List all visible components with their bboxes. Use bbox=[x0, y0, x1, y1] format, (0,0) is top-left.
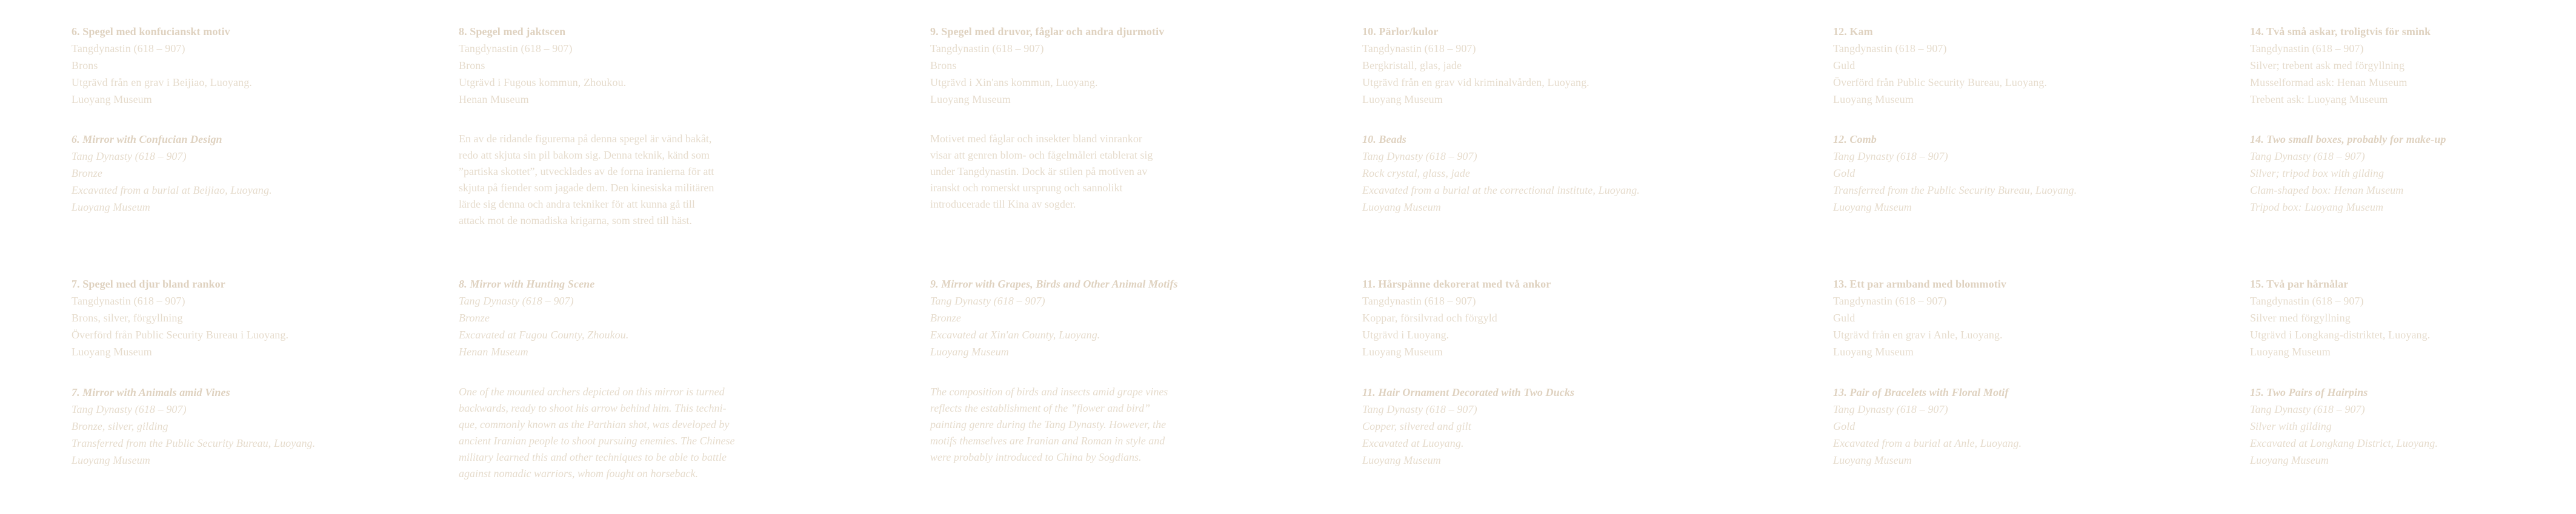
entry-dynasty: Tangdynastin (618 – 907) bbox=[1833, 295, 1947, 307]
entry-museum: Luoyang Museum bbox=[1362, 454, 1441, 466]
entry-title: 13. Ett par armband med blommotiv bbox=[1833, 278, 2006, 290]
entry-11-swedish bbox=[1362, 275, 1551, 360]
entry-material: Bronze bbox=[72, 167, 102, 179]
entry-9-english bbox=[930, 275, 1178, 360]
entry-provenance: Transferred from the Public Security Bureau, Luoyang. bbox=[72, 437, 316, 449]
entry-9-swedish-description: Motivet med fåglar och insekter bland vinrankor visar att genren blom- och fågelmåleri etablerat sig under Tangdynastin. Dock är stilen på motiven av iranskt och romerskt ursprung och sannolikt introducerade till Kina av sogder. bbox=[930, 133, 1153, 210]
entry-title: 8. Mirror with Hunting Scene bbox=[459, 278, 595, 290]
entry-material: Koppar, försilvrad och förgyld bbox=[1362, 312, 1497, 324]
entry-material: Silver med förgyllning bbox=[2250, 312, 2351, 324]
entry-dynasty: Tangdynastin (618 – 907) bbox=[930, 42, 1044, 54]
entry-title: 14. Two small boxes, probably for make-up bbox=[2250, 133, 2446, 145]
entry-museum: Luoyang Museum bbox=[930, 93, 1011, 105]
entry-provenance: Utgrävd i Xin'ans kommun, Luoyang. bbox=[930, 76, 1098, 88]
entry-dynasty: Tang Dynasty (618 – 907) bbox=[459, 295, 574, 307]
entry-material: Guld bbox=[1833, 59, 1855, 71]
entry-10-english bbox=[1362, 131, 1640, 216]
entry-dynasty: Tangdynastin (618 – 907) bbox=[1362, 42, 1476, 54]
entry-material: Bronze bbox=[459, 312, 490, 324]
entry-15-swedish bbox=[2250, 275, 2430, 360]
entry-13-english bbox=[1833, 384, 2022, 469]
entry-provenance: Musselformad ask: Henan Museum bbox=[2250, 76, 2408, 88]
entry-dynasty: Tangdynastin (618 – 907) bbox=[2250, 295, 2364, 307]
entry-museum: Luoyang Museum bbox=[1833, 454, 1912, 466]
entry-material: Copper, silvered and gilt bbox=[1362, 420, 1471, 432]
entry-title: 6. Mirror with Confucian Design bbox=[72, 133, 222, 145]
entry-museum: Luoyang Museum bbox=[1362, 201, 1441, 213]
entry-museum: Luoyang Museum bbox=[2250, 346, 2331, 358]
entry-8-swedish bbox=[459, 23, 626, 108]
entry-dynasty: Tangdynastin (618 – 907) bbox=[72, 295, 185, 307]
entry-museum: Luoyang Museum bbox=[930, 346, 1009, 358]
entry-material: Bergkristall, glas, jade bbox=[1362, 59, 1462, 71]
entry-7-swedish bbox=[72, 275, 288, 360]
entry-14-english bbox=[2250, 131, 2446, 216]
entry-material: Brons bbox=[459, 59, 485, 71]
entry-title: 10. Beads bbox=[1362, 133, 1406, 145]
entry-10-swedish bbox=[1362, 23, 1589, 108]
entry-title: 9. Mirror with Grapes, Birds and Other Animal Motifs bbox=[930, 278, 1178, 290]
entry-provenance: Excavated at Fugou County, Zhoukou. bbox=[459, 329, 629, 341]
entry-provenance: Excavated from a burial at Beijiao, Luoyang. bbox=[72, 184, 272, 196]
entry-material: Silver; tripod box with gilding bbox=[2250, 167, 2385, 179]
entry-6-swedish bbox=[72, 23, 252, 108]
entry-museum: Luoyang Museum bbox=[72, 454, 150, 466]
entry-dynasty: Tangdynastin (618 – 907) bbox=[72, 42, 185, 54]
entry-provenance: Clam-shaped box: Henan Museum bbox=[2250, 184, 2404, 196]
entry-dynasty: Tang Dynasty (618 – 907) bbox=[930, 295, 1045, 307]
entry-title: 12. Comb bbox=[1833, 133, 1877, 145]
entry-material: Brons bbox=[72, 59, 98, 71]
entry-dynasty: Tang Dynasty (618 – 907) bbox=[72, 150, 187, 162]
entry-material: Silver; trebent ask med förgyllning bbox=[2250, 59, 2405, 71]
entry-dynasty: Tangdynastin (618 – 907) bbox=[2250, 42, 2364, 54]
entry-provenance: Excavated from a burial at Anle, Luoyang. bbox=[1833, 437, 2022, 449]
entry-provenance: Excavated from a burial at the correctional institute, Luoyang. bbox=[1362, 184, 1640, 196]
entry-title: 11. Hårspänne dekorerat med två ankor bbox=[1362, 278, 1551, 290]
entry-museum: Luoyang Museum bbox=[72, 93, 152, 105]
entry-museum: Luoyang Museum bbox=[1833, 346, 1914, 358]
entry-7-english bbox=[72, 384, 315, 469]
entry-title: 7. Spegel med djur bland rankor bbox=[72, 278, 225, 290]
entry-provenance: Utgrävd från en grav i Beijiao, Luoyang. bbox=[72, 76, 252, 88]
entry-museum: Luoyang Museum bbox=[1362, 346, 1443, 358]
entry-provenance: Överförd från Public Security Bureau i Luoyang. bbox=[72, 329, 289, 341]
entry-museum: Henan Museum bbox=[459, 346, 528, 358]
entry-dynasty: Tang Dynasty (618 – 907) bbox=[2250, 403, 2365, 415]
entry-dynasty: Tang Dynasty (618 – 907) bbox=[1833, 403, 1948, 415]
entry-dynasty: Tang Dynasty (618 – 907) bbox=[1362, 150, 1477, 162]
entry-provenance: Excavated at Longkang District, Luoyang. bbox=[2250, 437, 2438, 449]
entry-14-swedish bbox=[2250, 23, 2431, 108]
entry-13-swedish bbox=[1833, 275, 2006, 360]
entry-dynasty: Tangdynastin (618 – 907) bbox=[459, 42, 573, 54]
entry-8-english bbox=[459, 275, 628, 360]
entry-dynasty: Tangdynastin (618 – 907) bbox=[1362, 295, 1476, 307]
entry-material: Bronze bbox=[930, 312, 961, 324]
entry-material: Brons bbox=[930, 59, 957, 71]
entry-dynasty: Tang Dynasty (618 – 907) bbox=[2250, 150, 2365, 162]
entry-title: 15. Två par hårnålar bbox=[2250, 278, 2349, 290]
entry-title: 13. Pair of Bracelets with Floral Motif bbox=[1833, 386, 2009, 398]
entry-provenance: Utgrävd i Longkang-distriktet, Luoyang. bbox=[2250, 329, 2431, 341]
entry-material: Bronze, silver, gilding bbox=[72, 420, 168, 432]
entry-8-english-description: One of the mounted archers depicted on this mirror is turned backwards, ready to shoot his arrow behind him. This techni- que, commonly known as the Parthian shot, was developed by ancient Iranian people to shoot pursuing enemies. The Chinese military learned this and other techniques to be able to battle against nomadic warriors, whom fought on horseback. bbox=[459, 386, 735, 479]
entry-museum: Luoyang Museum bbox=[72, 346, 152, 358]
entry-provenance: Excavated at Luoyang. bbox=[1362, 437, 1464, 449]
entry-museum: Henan Museum bbox=[459, 93, 529, 105]
entry-museum: Luoyang Museum bbox=[2250, 454, 2329, 466]
entry-12-english bbox=[1833, 131, 2077, 216]
entry-title: 11. Hair Ornament Decorated with Two Ducks bbox=[1362, 386, 1575, 398]
entry-dynasty: Tang Dynasty (618 – 907) bbox=[1833, 150, 1948, 162]
entry-museum: Tripod box: Luoyang Museum bbox=[2250, 201, 2384, 213]
entry-material: Gold bbox=[1833, 167, 1855, 179]
entry-15-english bbox=[2250, 384, 2438, 469]
entry-9-swedish bbox=[930, 23, 1164, 108]
entry-title: 14. Två små askar, troligtvis för smink bbox=[2250, 25, 2431, 38]
entry-provenance: Utgrävd i Fugous kommun, Zhoukou. bbox=[459, 76, 627, 88]
entry-8-swedish-description: En av de ridande figurerna på denna spegel är vänd bakåt, redo att skjuta sin pil bakom sig. Denna teknik, känd som ”partiska skottet”, utvecklades av de forna iranierna för att skjuta på fiender som jagade dem. Den kinesiska militären lärde sig denna och andra tekniker för att kunna gå till attack mot de nomadiska krigarna, som stred till häst. bbox=[459, 133, 714, 226]
entry-material: Guld bbox=[1833, 312, 1855, 324]
entry-title: 10. Pärlor/kulor bbox=[1362, 25, 1439, 38]
entry-title: 8. Spegel med jaktscen bbox=[459, 25, 566, 38]
entry-title: 9. Spegel med druvor, fåglar och andra djurmotiv bbox=[930, 25, 1165, 38]
entry-provenance: Överförd från Public Security Bureau, Luoyang. bbox=[1833, 76, 2047, 88]
entry-title: 6. Spegel med konfucianskt motiv bbox=[72, 25, 230, 38]
entry-dynasty: Tang Dynasty (618 – 907) bbox=[1362, 403, 1477, 415]
entry-museum: Luoyang Museum bbox=[1362, 93, 1443, 105]
entry-provenance: Utgrävd i Luoyang. bbox=[1362, 329, 1449, 341]
entry-12-swedish bbox=[1833, 23, 2047, 108]
entry-9-english-description: The composition of birds and insects amid grape vines reflects the establishment of the ”flower and bird” painting genre during the Tang Dynasty. However, the motifs themselves are Iranian and Roman in style and were probably introduced to China by Sogdians. bbox=[930, 386, 1168, 463]
entry-provenance: Utgrävd från en grav i Anle, Luoyang. bbox=[1833, 329, 2003, 341]
entry-provenance: Excavated at Xin'an County, Luoyang. bbox=[930, 329, 1100, 341]
entry-material: Silver with gilding bbox=[2250, 420, 2332, 432]
entry-museum: Trebent ask: Luoyang Museum bbox=[2250, 93, 2388, 105]
entry-title: 15. Two Pairs of Hairpins bbox=[2250, 386, 2368, 398]
entry-museum: Luoyang Museum bbox=[72, 201, 150, 213]
entry-dynasty: Tangdynastin (618 – 907) bbox=[1833, 42, 1947, 54]
entry-museum: Luoyang Museum bbox=[1833, 93, 1914, 105]
entry-title: 12. Kam bbox=[1833, 25, 1873, 38]
entry-provenance: Transferred from the Public Security Bureau, Luoyang. bbox=[1833, 184, 2077, 196]
entry-11-english bbox=[1362, 384, 1574, 469]
entry-material: Brons, silver, förgyllning bbox=[72, 312, 183, 324]
entry-material: Gold bbox=[1833, 420, 1855, 432]
entry-6-english bbox=[72, 131, 272, 216]
entry-dynasty: Tang Dynasty (618 – 907) bbox=[72, 403, 187, 415]
entry-museum: Luoyang Museum bbox=[1833, 201, 1912, 213]
entry-material: Rock crystal, glass, jade bbox=[1362, 167, 1470, 179]
entry-title: 7. Mirror with Animals amid Vines bbox=[72, 386, 230, 398]
entry-provenance: Utgrävd från en grav vid kriminalvården, Luoyang. bbox=[1362, 76, 1589, 88]
